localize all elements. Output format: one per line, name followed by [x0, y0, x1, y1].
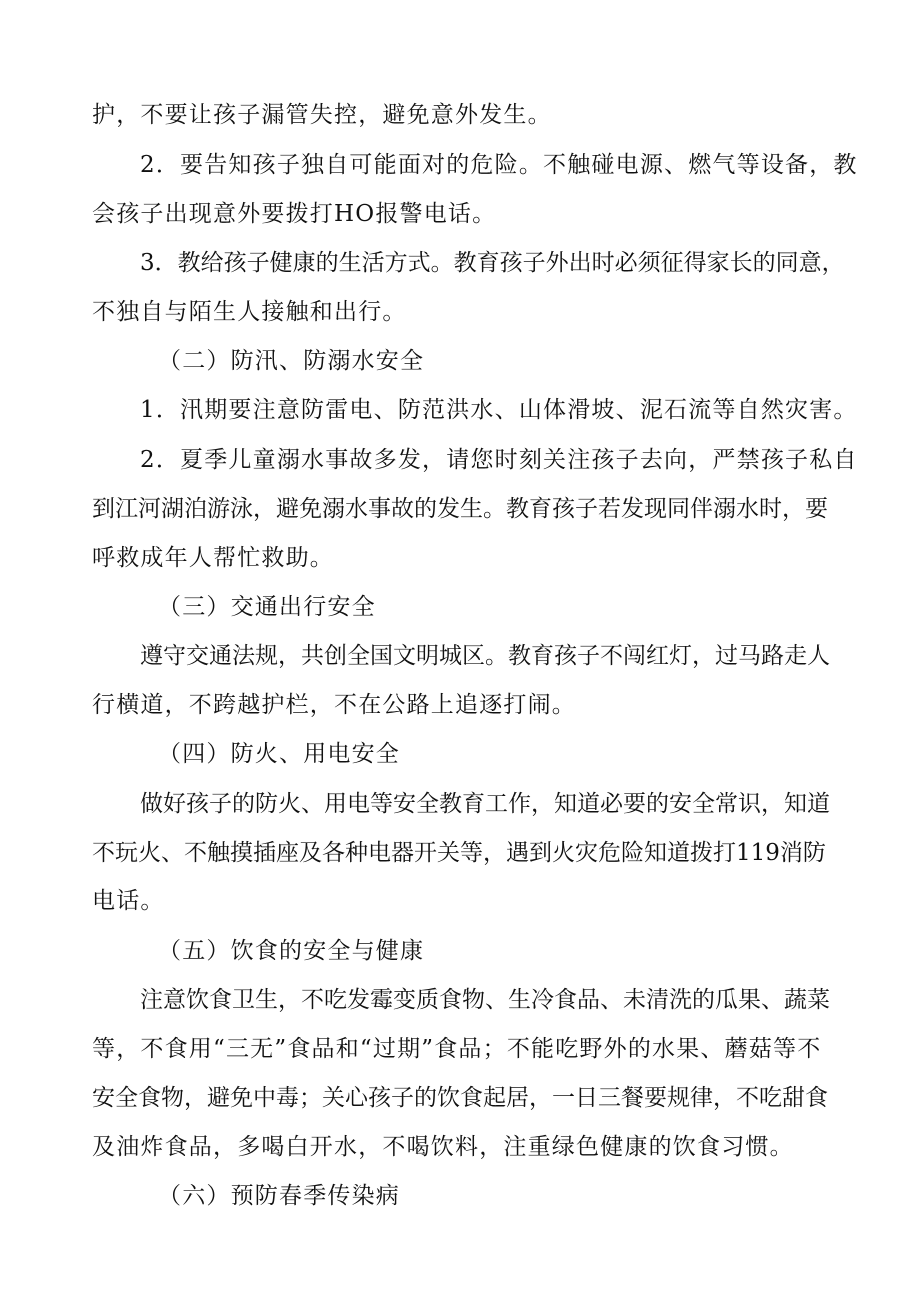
fire-para-line-1: 做好孩子的防火、用电等安全教育工作，知道必要的安全常识，知道	[140, 791, 830, 817]
list-item-3-line-1: 3．教给孩子健康的生活方式。教育孩子外出时必须征得家长的同意，	[140, 250, 845, 276]
body-line-continuation: 护，不要让孩子漏管失控，避免意外发生。	[92, 102, 552, 128]
traffic-para-line-2: 行横道，不跨越护栏，不在公路上追逐打闹。	[92, 692, 576, 718]
fire-para-line-3: 电话。	[92, 888, 165, 914]
flood-item-1: 1．汛期要注意防雷电、防范洪水、山体滑坡、泥石流等自然灾害。	[140, 397, 858, 423]
section-heading-3: （三）交通出行安全	[158, 594, 376, 620]
food-para-line-1: 注意饮食卫生，不吃发霉变质食物、生冷食品、未清洗的瓜果、蔬菜	[140, 987, 830, 1013]
section-heading-4: （四）防火、用电安全	[158, 741, 400, 767]
list-item-2-line-1: 2．要告知孩子独自可能面对的危险。不触碰电源、燃气等设备，教	[140, 152, 858, 178]
section-heading-2: （二）防汛、防溺水安全	[158, 348, 425, 374]
section-heading-6: （六）预防春季传染病	[158, 1183, 400, 1209]
list-item-3-line-2: 不独自与陌生人接触和出行。	[92, 299, 407, 325]
section-heading-5: （五）饮食的安全与健康	[158, 938, 425, 964]
flood-item-2-line-3: 呼救成年人帮忙救助。	[92, 545, 334, 571]
food-para-line-4: 及油炸食品，多喝白开水，不喝饮料，注重绿色健康的饮食习惯。	[92, 1134, 794, 1160]
flood-item-2-line-1: 2．夏季儿童溺水事故多发，请您时刻关注孩子去向，严禁孩子私自	[140, 447, 858, 473]
fire-para-line-2: 不玩火、不触摸插座及各种电器开关等，遇到火灾危险知道拨打119消防	[92, 840, 826, 866]
flood-item-2-line-2: 到江河湖泊游泳，避免溺水事故的发生。教育孩子若发现同伴溺水时，要	[92, 496, 828, 522]
food-para-line-3: 安全食物，避免中毒；关心孩子的饮食起居，一日三餐要规律，不吃甜食	[92, 1085, 828, 1111]
list-item-2-line-2: 会孩子出现意外要拨打HO报警电话。	[92, 201, 497, 227]
traffic-para-line-1: 遵守交通法规，共创全国文明城区。教育孩子不闯红灯，过马路走人	[140, 643, 830, 669]
food-para-line-2: 等，不食用“三无”食品和“过期”食品；不能吃野外的水果、蘑菇等不	[92, 1036, 822, 1062]
